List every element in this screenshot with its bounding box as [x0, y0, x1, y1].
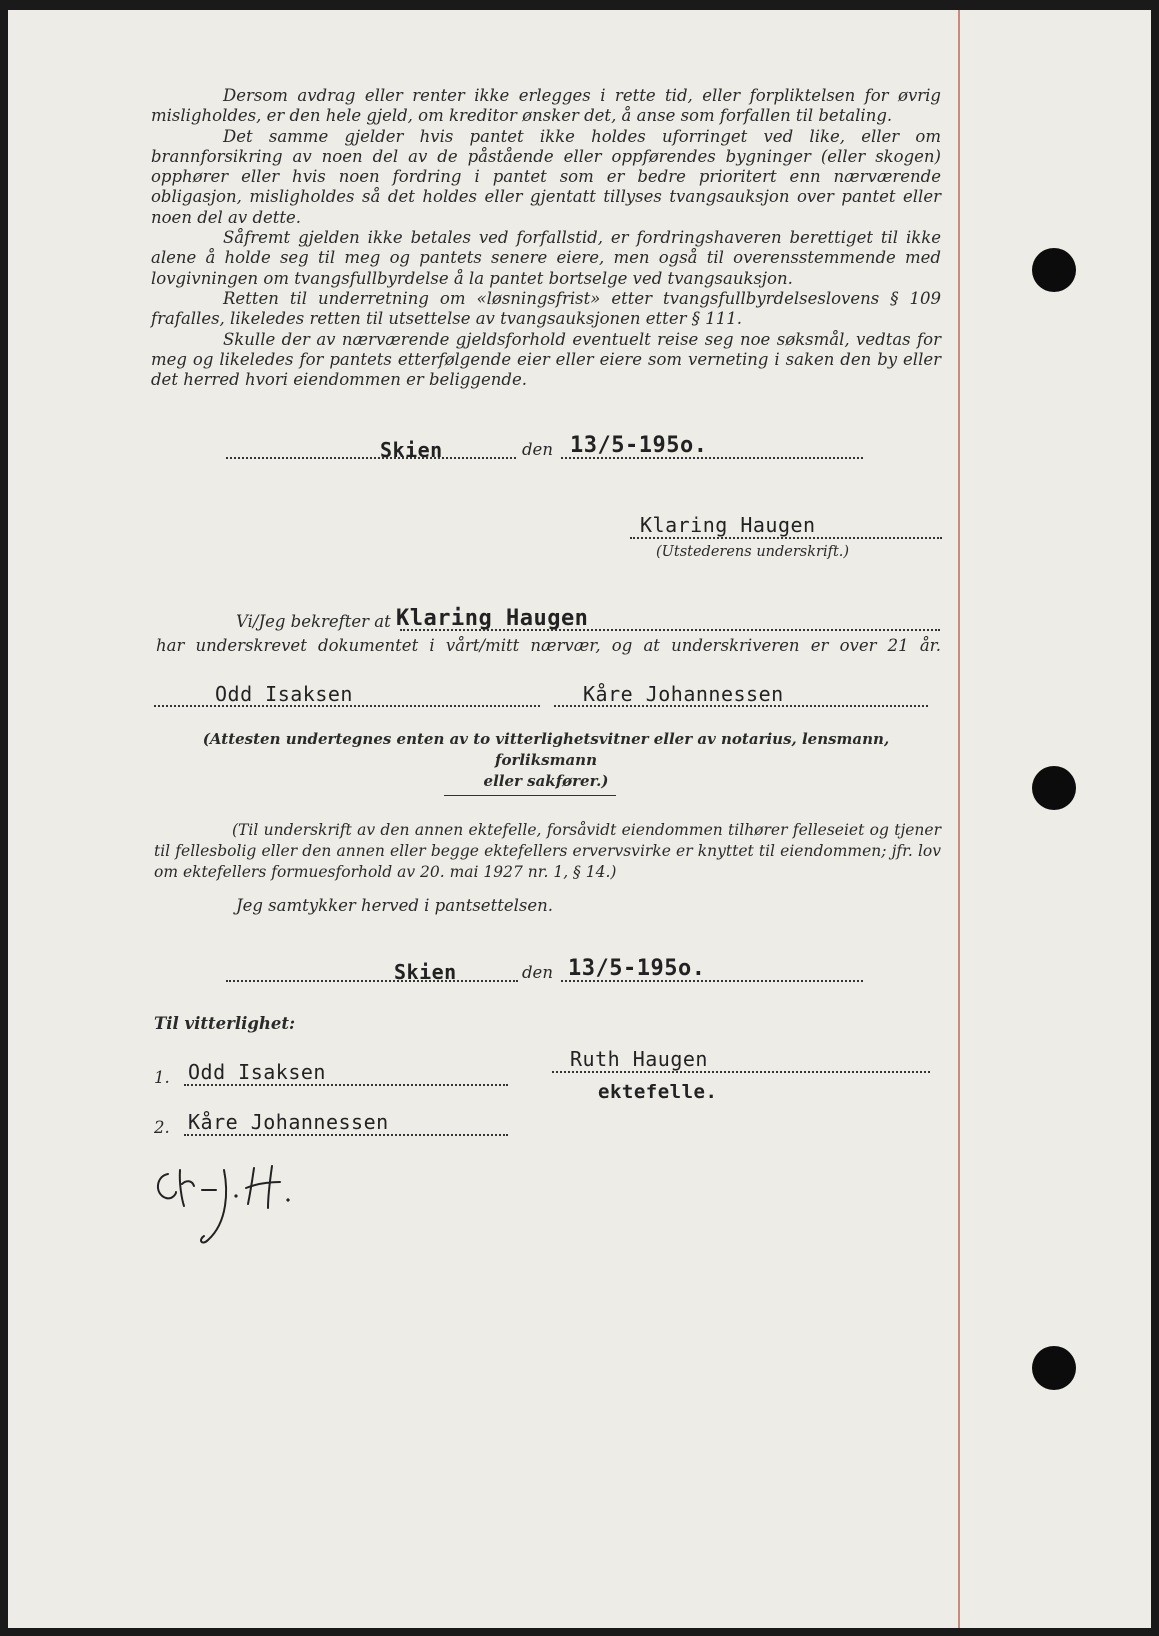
witness-name: Odd Isaksen: [188, 1060, 326, 1084]
date-text-2: 13/5-195o.: [568, 956, 706, 981]
attest-statement: har underskrevet dokumentet i vårt/mitt nærvær, og at underskriveren er over 21 år.: [156, 636, 941, 655]
legal-paragraph: Det samme gjelder hvis pantet ikke holdes uforringet ved like, eller om brannforsikring av noen del av de påstående eller oppførendes bygninger (eller skogen) opphører eller hvis noen fordring i pantet som er bedre prioritert enn nærværende obligasjon, misligholdes så det holdes eller gjentatt tillyses tvangsauksjon over pantet eller noen del av dette.: [151, 126, 941, 227]
document-page: [8, 10, 1151, 1628]
attest-note: [151, 729, 941, 792]
witness-heading: Til vitterlighet:: [154, 1014, 296, 1033]
spouse-signature: Ruth Haugen: [570, 1047, 708, 1071]
spouse-intro-line: (Til underskrift av den annen ektefelle, forsåvidt eiendommen tilhører felleseiet og tjener: [232, 821, 941, 839]
issuer-caption: (Utstederens underskrift.): [656, 544, 850, 560]
issuer-signature-line: [630, 537, 942, 539]
spouse-signature-line: [552, 1071, 930, 1073]
witness-name: Kåre Johannessen: [188, 1110, 389, 1134]
legal-paragraph: Skulle der av nærværende gjeldsforhold eventuelt reise seg noe søksmål, vedtas for meg og likeledes for pantets etterfølgende eier eller eiere som verneting i saken den by eller det herred hvori eiendommen er beliggende.: [151, 329, 941, 390]
legal-paragraph: Såfremt gjelden ikke betales ved forfallstid, er fordringshaveren berettiget til ikke alene å holde seg til meg og pantets senere eiere, men også til overensstemmende med lovgivningen om tvangsfullbyrdelse å la pantet bortselge ved tvangsauksjon.: [151, 228, 941, 288]
place-text-2: Skien: [394, 960, 457, 984]
handwritten-initials: [146, 1160, 326, 1260]
witness1-line: [154, 705, 540, 707]
punch-hole: [1032, 248, 1076, 292]
den-label: den: [522, 440, 553, 459]
punch-hole: [1032, 766, 1076, 810]
witness-number: 2.: [154, 1118, 170, 1137]
spouse-intro-line: til fellesbolig eller den annen eller begge ektefellers ervervsvirke er knyttet til eiendommen; jfr.: [154, 842, 913, 860]
attest-note-line: eller sakfører.): [483, 772, 609, 790]
spouse-intro-line: lov om ektefellers formuesforhold av 20. mai 1927 nr. 1, § 14.): [154, 842, 941, 881]
legal-text: [151, 86, 941, 390]
legal-paragraph: Retten til underretning om «løsningsfrist» etter tvangsfullbyrdelseslovens § 109 frafalles, likeledes retten til utsettelse av tvangsauksjonen etter § 111.: [151, 288, 941, 329]
place-line: [226, 457, 516, 459]
spouse-role: ektefelle.: [598, 1081, 718, 1103]
witness-line: [184, 1084, 508, 1086]
witness1-signature: Odd Isaksen: [215, 682, 353, 706]
issuer-signature: Klaring Haugen: [640, 513, 816, 537]
witness-number: 1.: [154, 1068, 170, 1087]
margin-line: [958, 10, 960, 1628]
attested-name: Klaring Haugen: [396, 606, 589, 631]
legal-paragraph: Dersom avdrag eller renter ikke erlegges i rette tid, eller forpliktelsen for øvrig misligholdes, er den hele gjeld, om kreditor ønsker det, å anse som forfallen til betaling.: [151, 86, 941, 126]
consent-text: Jeg samtykker herved i pantsettelsen.: [236, 896, 553, 915]
witness2-signature: Kåre Johannessen: [583, 682, 784, 706]
witness2-line: [554, 705, 928, 707]
witness-line: [184, 1134, 508, 1136]
place-line-2: [226, 980, 518, 982]
attest-prefix: Vi/Jeg bekrefter at: [236, 612, 391, 631]
date-text: 13/5-195o.: [570, 433, 708, 458]
punch-hole: [1032, 1346, 1076, 1390]
attest-note-line: (Attesten undertegnes enten av to vitterlighetsvitner eller av notarius, lensmann, forliksmann: [202, 730, 890, 769]
attest-line: [400, 629, 940, 631]
divider-rule: [444, 795, 616, 796]
spouse-intro: [154, 820, 941, 883]
den-label-2: den: [522, 963, 553, 982]
place-text: Skien: [380, 438, 443, 462]
